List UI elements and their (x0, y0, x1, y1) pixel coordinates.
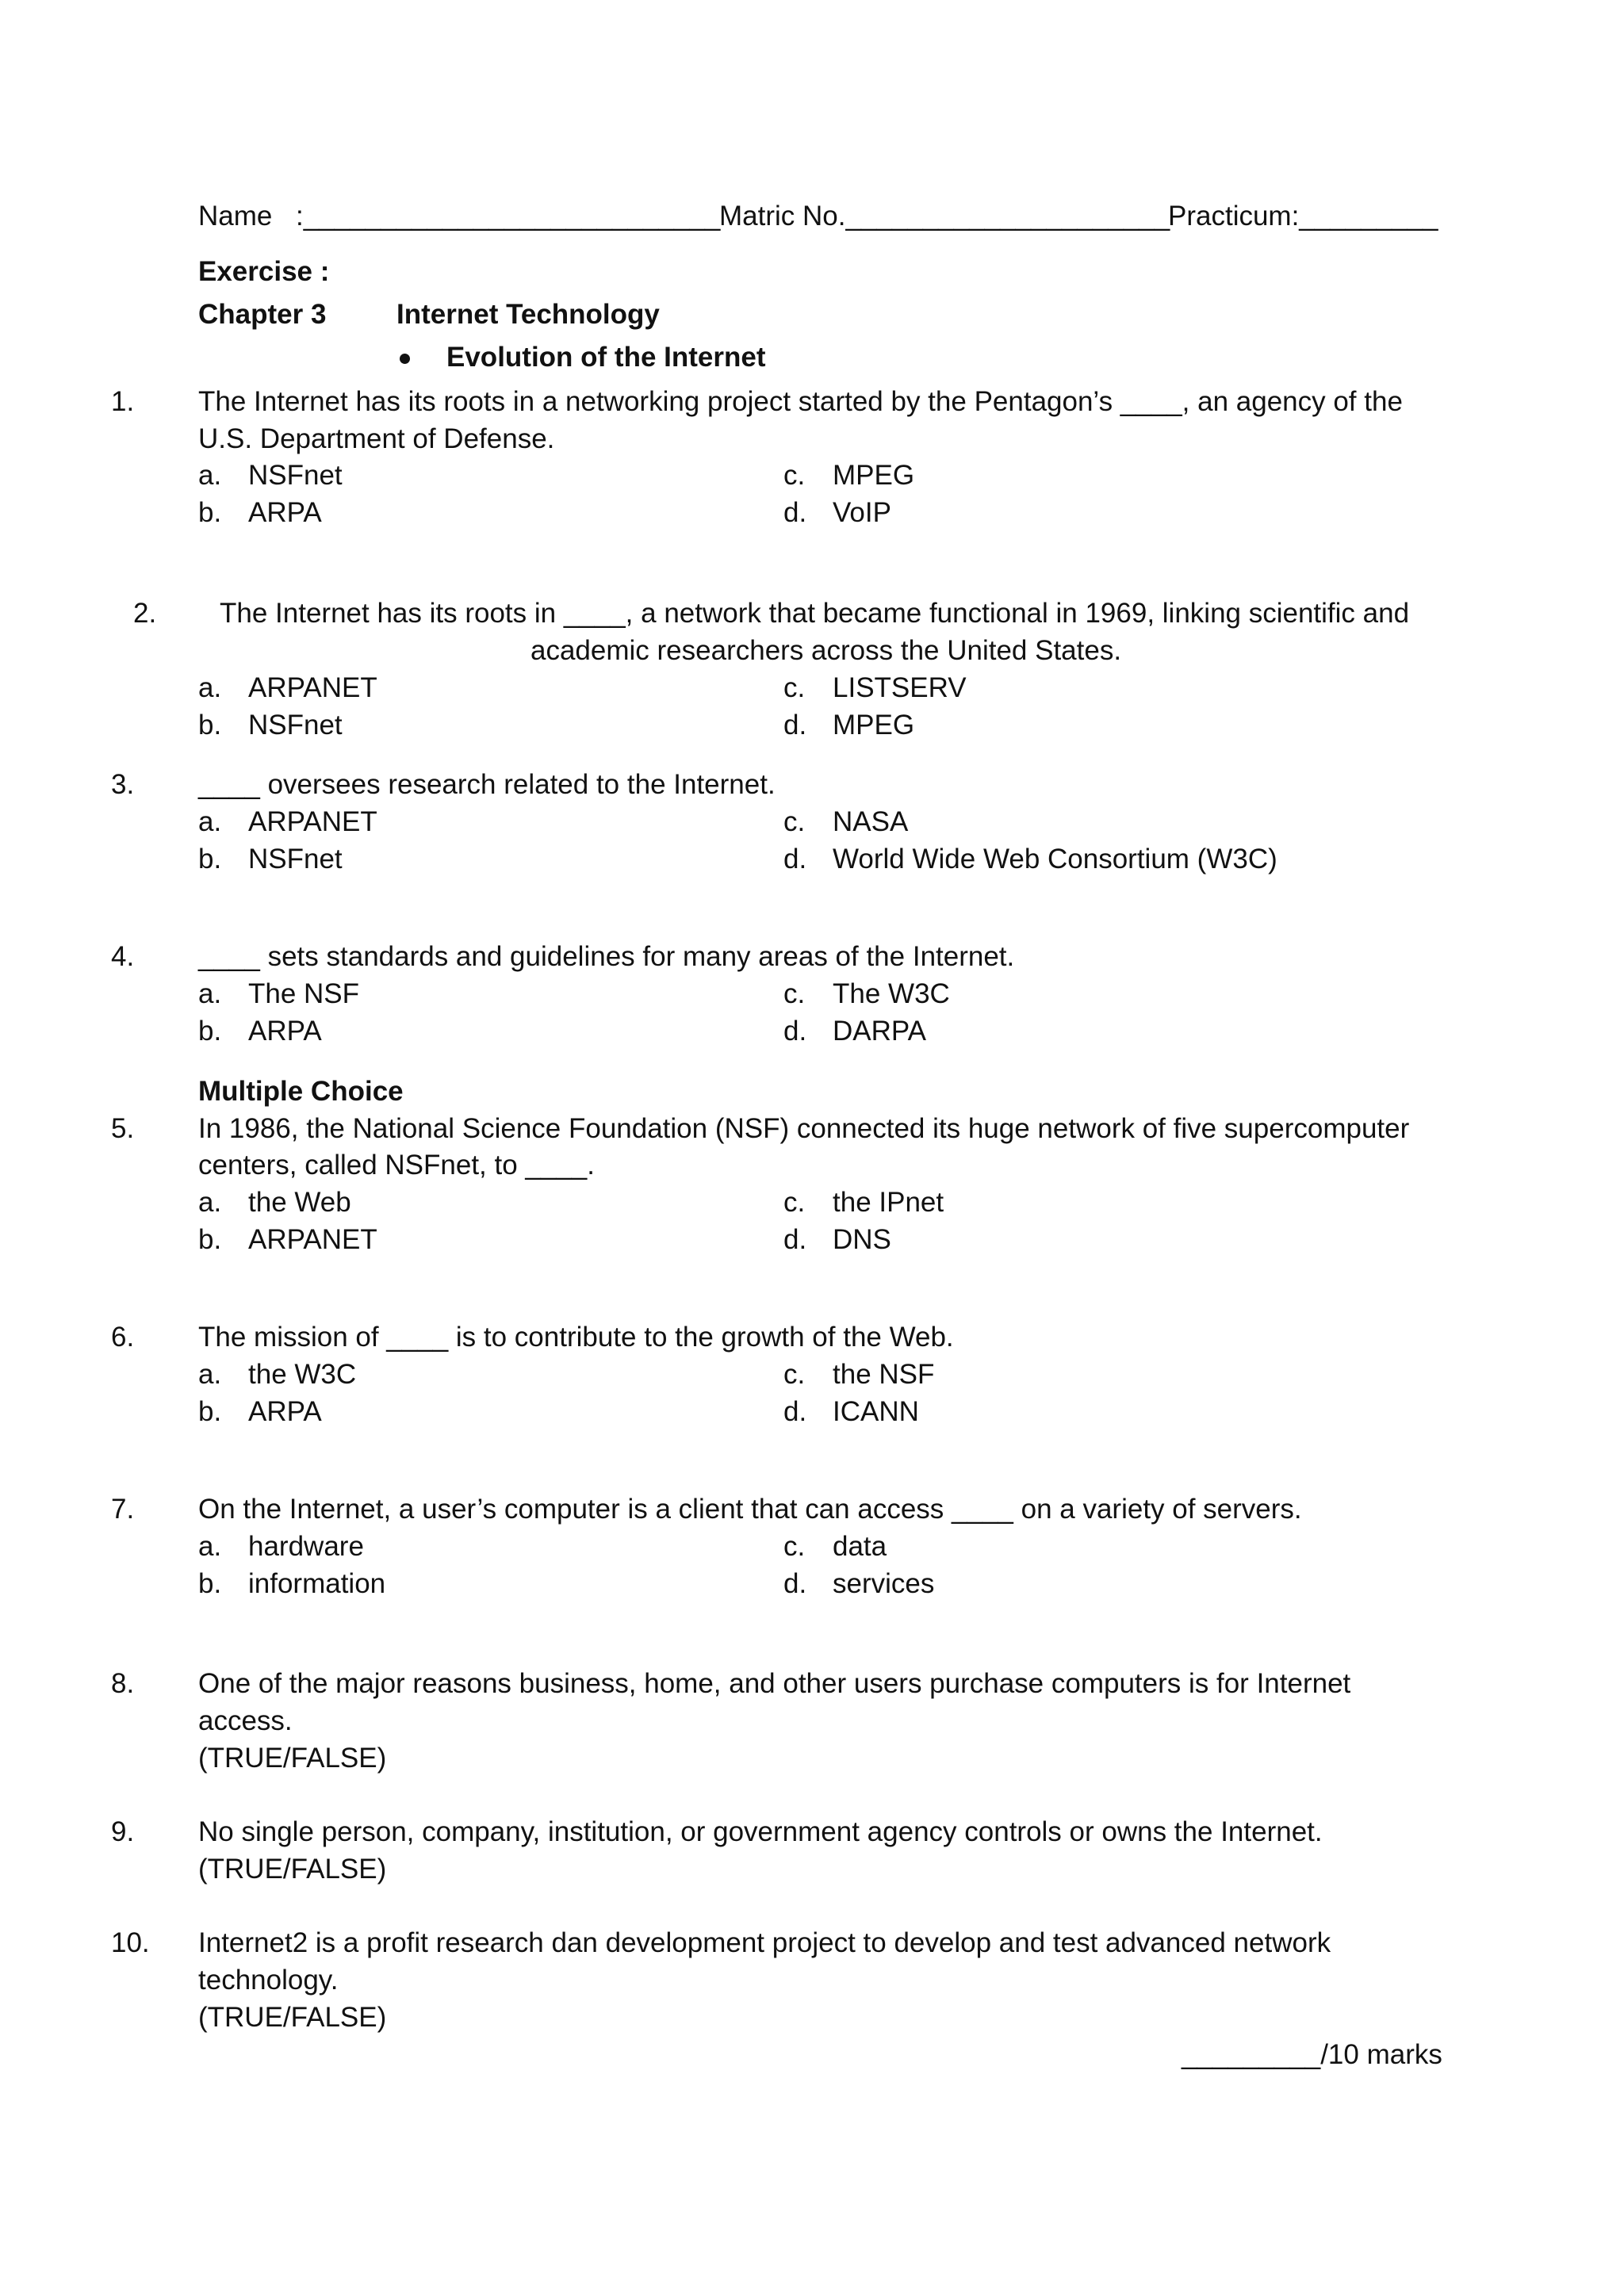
question-text: On the Internet, a user’s computer is a client that can access ____ on a variety of servers. (198, 1494, 1302, 1525)
option-text: World Wide Web Consortium (W3C) (833, 844, 1277, 874)
option-text: The W3C (833, 978, 950, 1009)
option-letter: c. (783, 672, 806, 703)
option-letter: a. (198, 1359, 222, 1390)
question-text: academic researchers across the United States. (530, 635, 1122, 666)
chapter-number: Chapter 3 (198, 299, 327, 330)
option-letter: a. (198, 672, 222, 703)
question-text: The Internet has its roots in a networking project started by the Pentagon’s ____, an agency of the (198, 386, 1403, 417)
question-number: 9. (111, 1816, 135, 1847)
question-text: U.S. Department of Defense. (198, 423, 555, 454)
option-text: ARPA (248, 1396, 322, 1427)
name-blank: :___________________________ (296, 201, 721, 232)
true-false-label: (TRUE/FALSE) (198, 2002, 387, 2033)
option-letter: a. (198, 460, 222, 491)
question-number: 1. (111, 386, 135, 417)
question-text: ____ oversees research related to the Internet. (198, 769, 776, 800)
option-text: NASA (833, 806, 909, 837)
question-number: 7. (111, 1494, 135, 1525)
exercise-label: Exercise : (198, 256, 330, 287)
question-text: The mission of ____ is to contribute to the growth of the Web. (198, 1322, 954, 1353)
option-letter: b. (198, 844, 222, 874)
option-letter: b. (198, 710, 222, 740)
option-text: the Web (248, 1187, 351, 1218)
question-number: 8. (111, 1668, 135, 1699)
option-letter: a. (198, 1531, 222, 1562)
option-letter: c. (783, 460, 806, 491)
bullet-icon (400, 354, 410, 364)
option-text: hardware (248, 1531, 364, 1562)
option-letter: d. (783, 1224, 807, 1255)
question-number: 2. (133, 598, 157, 629)
section-heading: Multiple Choice (198, 1076, 404, 1107)
question-number: 10. (111, 1927, 150, 1958)
question-number: 6. (111, 1322, 135, 1353)
option-letter: d. (783, 1396, 807, 1427)
chapter-title: Internet Technology (396, 299, 660, 330)
question-number: 4. (111, 941, 135, 972)
option-text: VoIP (833, 497, 891, 528)
option-text: data (833, 1531, 887, 1562)
question-number: 5. (111, 1113, 135, 1144)
option-text: The NSF (248, 978, 360, 1009)
option-letter: d. (783, 844, 807, 874)
option-letter: c. (783, 1359, 806, 1390)
question-text: One of the major reasons business, home, and other users purchase computers is for Internet (198, 1668, 1351, 1699)
option-text: the NSF (833, 1359, 935, 1390)
chapter-topic: Evolution of the Internet (446, 342, 766, 373)
option-letter: c. (783, 806, 806, 837)
option-text: DNS (833, 1224, 891, 1255)
option-letter: d. (783, 497, 807, 528)
option-letter: c. (783, 1531, 806, 1562)
option-text: the IPnet (833, 1187, 944, 1218)
option-text: ARPANET (248, 806, 377, 837)
matric-label: Matric No._____________________ (719, 201, 1170, 232)
option-letter: a. (198, 1187, 222, 1218)
option-letter: b. (198, 1396, 222, 1427)
question-text: ____ sets standards and guidelines for many areas of the Internet. (198, 941, 1015, 972)
question-text: No single person, company, institution, or government agency controls or owns the Internet. (198, 1816, 1323, 1847)
option-text: LISTSERV (833, 672, 967, 703)
option-text: DARPA (833, 1016, 926, 1047)
option-letter: b. (198, 497, 222, 528)
name-label: Name (198, 201, 273, 232)
practicum-label: Practicum:_________ (1168, 201, 1438, 232)
option-letter: d. (783, 1016, 807, 1047)
option-text: ICANN (833, 1396, 919, 1427)
true-false-label: (TRUE/FALSE) (198, 1854, 387, 1885)
option-text: NSFnet (248, 710, 343, 740)
question-text: Internet2 is a profit research dan development project to develop and test advanced network (198, 1927, 1331, 1958)
option-text: NSFnet (248, 460, 343, 491)
option-letter: b. (198, 1224, 222, 1255)
option-letter: b. (198, 1016, 222, 1047)
option-letter: a. (198, 806, 222, 837)
option-text: ARPANET (248, 672, 377, 703)
question-text: technology. (198, 1965, 339, 1996)
question-text: In 1986, the National Science Foundation (NSF) connected its huge network of five supercomputer (198, 1113, 1410, 1144)
option-letter: a. (198, 978, 222, 1009)
question-text: access. (198, 1705, 293, 1736)
option-letter: c. (783, 978, 806, 1009)
option-text: MPEG (833, 710, 915, 740)
option-letter: d. (783, 710, 807, 740)
option-letter: c. (783, 1187, 806, 1218)
option-letter: d. (783, 1568, 807, 1599)
option-text: ARPA (248, 497, 322, 528)
option-text: ARPANET (248, 1224, 377, 1255)
option-text: NSFnet (248, 844, 343, 874)
true-false-label: (TRUE/FALSE) (198, 1743, 387, 1774)
option-text: ARPA (248, 1016, 322, 1047)
marks-total: _________/10 marks (1182, 2039, 1442, 2070)
option-text: the W3C (248, 1359, 357, 1390)
question-text: centers, called NSFnet, to ____. (198, 1150, 595, 1181)
question-number: 3. (111, 769, 135, 800)
option-text: information (248, 1568, 386, 1599)
option-text: MPEG (833, 460, 915, 491)
question-text: The Internet has its roots in ____, a network that became functional in 1969, linking scientific and (220, 598, 1410, 629)
option-text: services (833, 1568, 935, 1599)
option-letter: b. (198, 1568, 222, 1599)
